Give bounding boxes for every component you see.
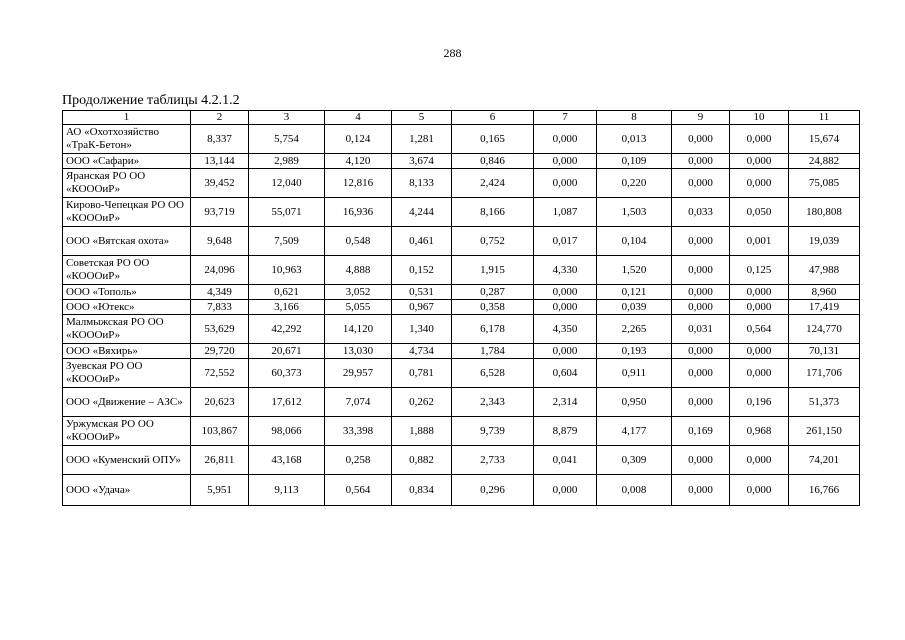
value-cell: 0,000 bbox=[534, 344, 597, 359]
value-cell: 29,720 bbox=[191, 344, 249, 359]
value-cell: 70,131 bbox=[789, 344, 860, 359]
value-cell: 4,330 bbox=[534, 256, 597, 285]
header-cell: 8 bbox=[597, 111, 672, 125]
value-cell: 8,879 bbox=[534, 417, 597, 446]
header-cell: 5 bbox=[392, 111, 452, 125]
value-cell: 261,150 bbox=[789, 417, 860, 446]
value-cell: 0,000 bbox=[672, 154, 730, 169]
value-cell: 0,041 bbox=[534, 446, 597, 475]
value-cell: 0,193 bbox=[597, 344, 672, 359]
value-cell: 1,784 bbox=[452, 344, 534, 359]
organization-name-cell: Малмыжская РО ОО «КОООиР» bbox=[63, 315, 191, 344]
value-cell: 0,000 bbox=[672, 227, 730, 256]
value-cell: 1,087 bbox=[534, 198, 597, 227]
organization-name-cell: ООО «Сафари» bbox=[63, 154, 191, 169]
value-cell: 0,296 bbox=[452, 475, 534, 506]
table-row bbox=[63, 169, 860, 198]
value-cell: 3,166 bbox=[249, 300, 325, 315]
value-cell: 0,050 bbox=[730, 198, 789, 227]
value-cell: 26,811 bbox=[191, 446, 249, 475]
organization-name-cell: Кирово-Чепецкая РО ОО «КОООиР» bbox=[63, 198, 191, 227]
value-cell: 1,281 bbox=[392, 125, 452, 154]
value-cell: 0,000 bbox=[730, 475, 789, 506]
table-row bbox=[63, 154, 860, 169]
value-cell: 9,113 bbox=[249, 475, 325, 506]
value-cell: 0,196 bbox=[730, 388, 789, 417]
value-cell: 0,039 bbox=[597, 300, 672, 315]
value-cell: 17,419 bbox=[789, 300, 860, 315]
value-cell: 0,000 bbox=[730, 285, 789, 300]
table-row bbox=[63, 256, 860, 285]
value-cell: 0,834 bbox=[392, 475, 452, 506]
value-cell: 20,623 bbox=[191, 388, 249, 417]
value-cell: 0,121 bbox=[597, 285, 672, 300]
value-cell: 0,220 bbox=[597, 169, 672, 198]
value-cell: 51,373 bbox=[789, 388, 860, 417]
value-cell: 9,648 bbox=[191, 227, 249, 256]
table-body bbox=[63, 111, 860, 506]
value-cell: 4,244 bbox=[392, 198, 452, 227]
organization-name-cell: Уржумская РО ОО «КОООиР» bbox=[63, 417, 191, 446]
value-cell: 0,358 bbox=[452, 300, 534, 315]
value-cell: 2,265 bbox=[597, 315, 672, 344]
value-cell: 24,096 bbox=[191, 256, 249, 285]
value-cell: 0,169 bbox=[672, 417, 730, 446]
header-cell: 2 bbox=[191, 111, 249, 125]
value-cell: 0,124 bbox=[325, 125, 392, 154]
header-cell: 7 bbox=[534, 111, 597, 125]
value-cell: 0,000 bbox=[534, 300, 597, 315]
header-row bbox=[63, 111, 860, 125]
value-cell: 42,292 bbox=[249, 315, 325, 344]
value-cell: 0,008 bbox=[597, 475, 672, 506]
header-cell: 1 bbox=[63, 111, 191, 125]
value-cell: 12,040 bbox=[249, 169, 325, 198]
table-row bbox=[63, 285, 860, 300]
value-cell: 72,552 bbox=[191, 359, 249, 388]
organization-name-cell: ООО «Удача» bbox=[63, 475, 191, 506]
value-cell: 1,520 bbox=[597, 256, 672, 285]
value-cell: 0,846 bbox=[452, 154, 534, 169]
value-cell: 0,564 bbox=[325, 475, 392, 506]
data-table bbox=[62, 110, 860, 506]
value-cell: 5,951 bbox=[191, 475, 249, 506]
value-cell: 17,612 bbox=[249, 388, 325, 417]
value-cell: 2,989 bbox=[249, 154, 325, 169]
value-cell: 4,350 bbox=[534, 315, 597, 344]
organization-name-cell: ООО «Куменский ОПУ» bbox=[63, 446, 191, 475]
value-cell: 0,000 bbox=[672, 169, 730, 198]
value-cell: 16,936 bbox=[325, 198, 392, 227]
value-cell: 0,564 bbox=[730, 315, 789, 344]
value-cell: 13,030 bbox=[325, 344, 392, 359]
value-cell: 12,816 bbox=[325, 169, 392, 198]
value-cell: 1,503 bbox=[597, 198, 672, 227]
value-cell: 6,528 bbox=[452, 359, 534, 388]
value-cell: 2,314 bbox=[534, 388, 597, 417]
value-cell: 0,031 bbox=[672, 315, 730, 344]
value-cell: 13,144 bbox=[191, 154, 249, 169]
value-cell: 0,000 bbox=[730, 300, 789, 315]
organization-name-cell: ООО «Вяхирь» bbox=[63, 344, 191, 359]
value-cell: 8,133 bbox=[392, 169, 452, 198]
header-cell: 11 bbox=[789, 111, 860, 125]
value-cell: 0,109 bbox=[597, 154, 672, 169]
value-cell: 0,000 bbox=[534, 125, 597, 154]
header-cell: 10 bbox=[730, 111, 789, 125]
organization-name-cell: ООО «Тополь» bbox=[63, 285, 191, 300]
value-cell: 1,888 bbox=[392, 417, 452, 446]
value-cell: 8,960 bbox=[789, 285, 860, 300]
value-cell: 0,000 bbox=[534, 169, 597, 198]
value-cell: 3,674 bbox=[392, 154, 452, 169]
table-row bbox=[63, 125, 860, 154]
value-cell: 10,963 bbox=[249, 256, 325, 285]
value-cell: 29,957 bbox=[325, 359, 392, 388]
value-cell: 0,461 bbox=[392, 227, 452, 256]
table-row bbox=[63, 446, 860, 475]
table-row bbox=[63, 475, 860, 506]
value-cell: 93,719 bbox=[191, 198, 249, 227]
value-cell: 47,988 bbox=[789, 256, 860, 285]
table-row bbox=[63, 198, 860, 227]
value-cell: 2,343 bbox=[452, 388, 534, 417]
value-cell: 0,000 bbox=[534, 285, 597, 300]
value-cell: 0,950 bbox=[597, 388, 672, 417]
value-cell: 19,039 bbox=[789, 227, 860, 256]
organization-name-cell: ООО «Ютекс» bbox=[63, 300, 191, 315]
value-cell: 0,000 bbox=[730, 344, 789, 359]
value-cell: 1,340 bbox=[392, 315, 452, 344]
value-cell: 39,452 bbox=[191, 169, 249, 198]
value-cell: 6,178 bbox=[452, 315, 534, 344]
value-cell: 33,398 bbox=[325, 417, 392, 446]
value-cell: 0,968 bbox=[730, 417, 789, 446]
value-cell: 0,104 bbox=[597, 227, 672, 256]
value-cell: 7,833 bbox=[191, 300, 249, 315]
header-cell: 9 bbox=[672, 111, 730, 125]
value-cell: 0,000 bbox=[672, 344, 730, 359]
organization-name-cell: Яранская РО ОО «КОООиР» bbox=[63, 169, 191, 198]
table-row bbox=[63, 388, 860, 417]
value-cell: 0,781 bbox=[392, 359, 452, 388]
value-cell: 4,888 bbox=[325, 256, 392, 285]
value-cell: 0,000 bbox=[672, 285, 730, 300]
header-cell: 3 bbox=[249, 111, 325, 125]
header-cell: 6 bbox=[452, 111, 534, 125]
value-cell: 0,000 bbox=[730, 359, 789, 388]
value-cell: 0,013 bbox=[597, 125, 672, 154]
table-row bbox=[63, 417, 860, 446]
value-cell: 124,770 bbox=[789, 315, 860, 344]
value-cell: 60,373 bbox=[249, 359, 325, 388]
value-cell: 4,734 bbox=[392, 344, 452, 359]
value-cell: 0,152 bbox=[392, 256, 452, 285]
value-cell: 15,674 bbox=[789, 125, 860, 154]
value-cell: 8,166 bbox=[452, 198, 534, 227]
value-cell: 0,882 bbox=[392, 446, 452, 475]
organization-name-cell: Зуевская РО ОО «КОООиР» bbox=[63, 359, 191, 388]
value-cell: 0,621 bbox=[249, 285, 325, 300]
value-cell: 75,085 bbox=[789, 169, 860, 198]
value-cell: 0,967 bbox=[392, 300, 452, 315]
value-cell: 4,349 bbox=[191, 285, 249, 300]
table-row bbox=[63, 315, 860, 344]
table-row bbox=[63, 227, 860, 256]
value-cell: 0,262 bbox=[392, 388, 452, 417]
table-row bbox=[63, 300, 860, 315]
value-cell: 14,120 bbox=[325, 315, 392, 344]
value-cell: 180,808 bbox=[789, 198, 860, 227]
value-cell: 4,120 bbox=[325, 154, 392, 169]
value-cell: 0,000 bbox=[672, 256, 730, 285]
value-cell: 7,074 bbox=[325, 388, 392, 417]
value-cell: 0,165 bbox=[452, 125, 534, 154]
value-cell: 0,531 bbox=[392, 285, 452, 300]
value-cell: 0,000 bbox=[730, 169, 789, 198]
value-cell: 98,066 bbox=[249, 417, 325, 446]
value-cell: 0,000 bbox=[672, 125, 730, 154]
value-cell: 0,000 bbox=[534, 475, 597, 506]
value-cell: 0,001 bbox=[730, 227, 789, 256]
value-cell: 0,000 bbox=[672, 388, 730, 417]
value-cell: 0,604 bbox=[534, 359, 597, 388]
value-cell: 0,000 bbox=[672, 446, 730, 475]
value-cell: 0,000 bbox=[672, 300, 730, 315]
value-cell: 3,052 bbox=[325, 285, 392, 300]
value-cell: 0,548 bbox=[325, 227, 392, 256]
organization-name-cell: АО «Охотхозяйство «ТраК-Бетон» bbox=[63, 125, 191, 154]
page-number: 288 bbox=[443, 46, 462, 60]
value-cell: 0,287 bbox=[452, 285, 534, 300]
value-cell: 9,739 bbox=[452, 417, 534, 446]
value-cell: 53,629 bbox=[191, 315, 249, 344]
value-cell: 24,882 bbox=[789, 154, 860, 169]
value-cell: 74,201 bbox=[789, 446, 860, 475]
header-cell: 4 bbox=[325, 111, 392, 125]
value-cell: 0,309 bbox=[597, 446, 672, 475]
value-cell: 2,424 bbox=[452, 169, 534, 198]
value-cell: 0,017 bbox=[534, 227, 597, 256]
value-cell: 43,168 bbox=[249, 446, 325, 475]
value-cell: 0,752 bbox=[452, 227, 534, 256]
value-cell: 0,125 bbox=[730, 256, 789, 285]
value-cell: 0,000 bbox=[730, 154, 789, 169]
value-cell: 0,000 bbox=[730, 446, 789, 475]
organization-name-cell: Советская РО ОО «КОООиР» bbox=[63, 256, 191, 285]
value-cell: 2,733 bbox=[452, 446, 534, 475]
value-cell: 20,671 bbox=[249, 344, 325, 359]
value-cell: 0,000 bbox=[672, 359, 730, 388]
value-cell: 0,000 bbox=[534, 154, 597, 169]
value-cell: 4,177 bbox=[597, 417, 672, 446]
value-cell: 5,055 bbox=[325, 300, 392, 315]
value-cell: 7,509 bbox=[249, 227, 325, 256]
table-row bbox=[63, 359, 860, 388]
value-cell: 5,754 bbox=[249, 125, 325, 154]
value-cell: 55,071 bbox=[249, 198, 325, 227]
value-cell: 8,337 bbox=[191, 125, 249, 154]
value-cell: 0,258 bbox=[325, 446, 392, 475]
organization-name-cell: ООО «Вятская охота» bbox=[63, 227, 191, 256]
value-cell: 0,033 bbox=[672, 198, 730, 227]
table-row bbox=[63, 344, 860, 359]
value-cell: 0,911 bbox=[597, 359, 672, 388]
value-cell: 0,000 bbox=[730, 125, 789, 154]
value-cell: 103,867 bbox=[191, 417, 249, 446]
organization-name-cell: ООО «Движение – АЗС» bbox=[63, 388, 191, 417]
value-cell: 16,766 bbox=[789, 475, 860, 506]
value-cell: 171,706 bbox=[789, 359, 860, 388]
value-cell: 0,000 bbox=[672, 475, 730, 506]
table-caption: Продолжение таблицы 4.2.1.2 bbox=[62, 93, 240, 108]
value-cell: 1,915 bbox=[452, 256, 534, 285]
